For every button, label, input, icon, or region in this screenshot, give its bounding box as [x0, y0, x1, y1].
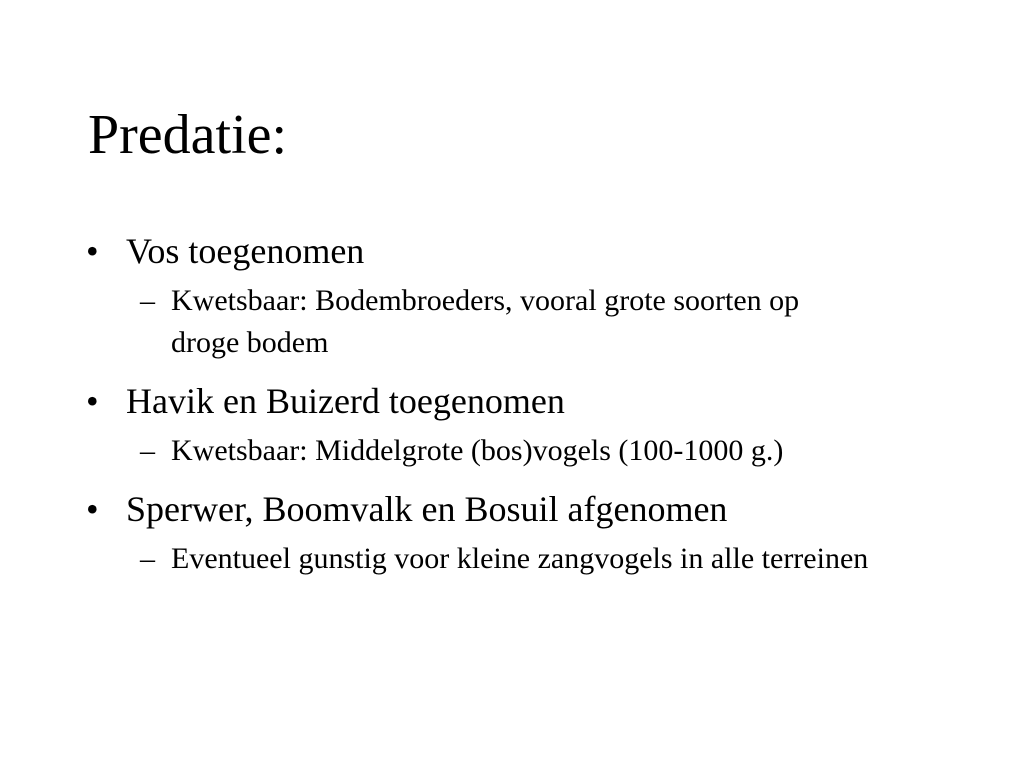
bullet-text: Vos toegenomen [126, 231, 365, 271]
bullet-marker: • [86, 489, 99, 529]
slide-title: Predatie: [88, 104, 288, 166]
sub-bullet-item [126, 538, 871, 580]
bullet-marker: • [86, 231, 99, 271]
sub-bullet-list [126, 538, 946, 580]
dash-marker: – [140, 542, 155, 575]
bullet-item [86, 486, 946, 580]
sub-bullet-list [126, 430, 946, 472]
sub-bullet-item [126, 430, 871, 472]
bullet-text: Havik en Buizerd toegenomen [126, 381, 565, 421]
sub-bullet-text: Kwetsbaar: Bodembroeders, vooral grote soorten op droge bodem [171, 284, 800, 359]
bullet-text: Sperwer, Boomvalk en Bosuil afgenomen [126, 489, 728, 529]
sub-bullet-list [126, 280, 946, 364]
sub-bullet-text: Eventueel gunstig voor kleine zangvogels in alle terreinen [171, 542, 869, 575]
sub-bullet-item [126, 280, 871, 364]
bullet-item [86, 228, 946, 364]
sub-bullet-text: Kwetsbaar: Middelgrote (bos)vogels (100-1000 g.) [171, 434, 784, 467]
bullet-item [86, 378, 946, 472]
dash-marker: – [140, 284, 155, 317]
bullet-list [86, 228, 946, 580]
dash-marker: – [140, 434, 155, 467]
bullet-marker: • [86, 381, 99, 421]
